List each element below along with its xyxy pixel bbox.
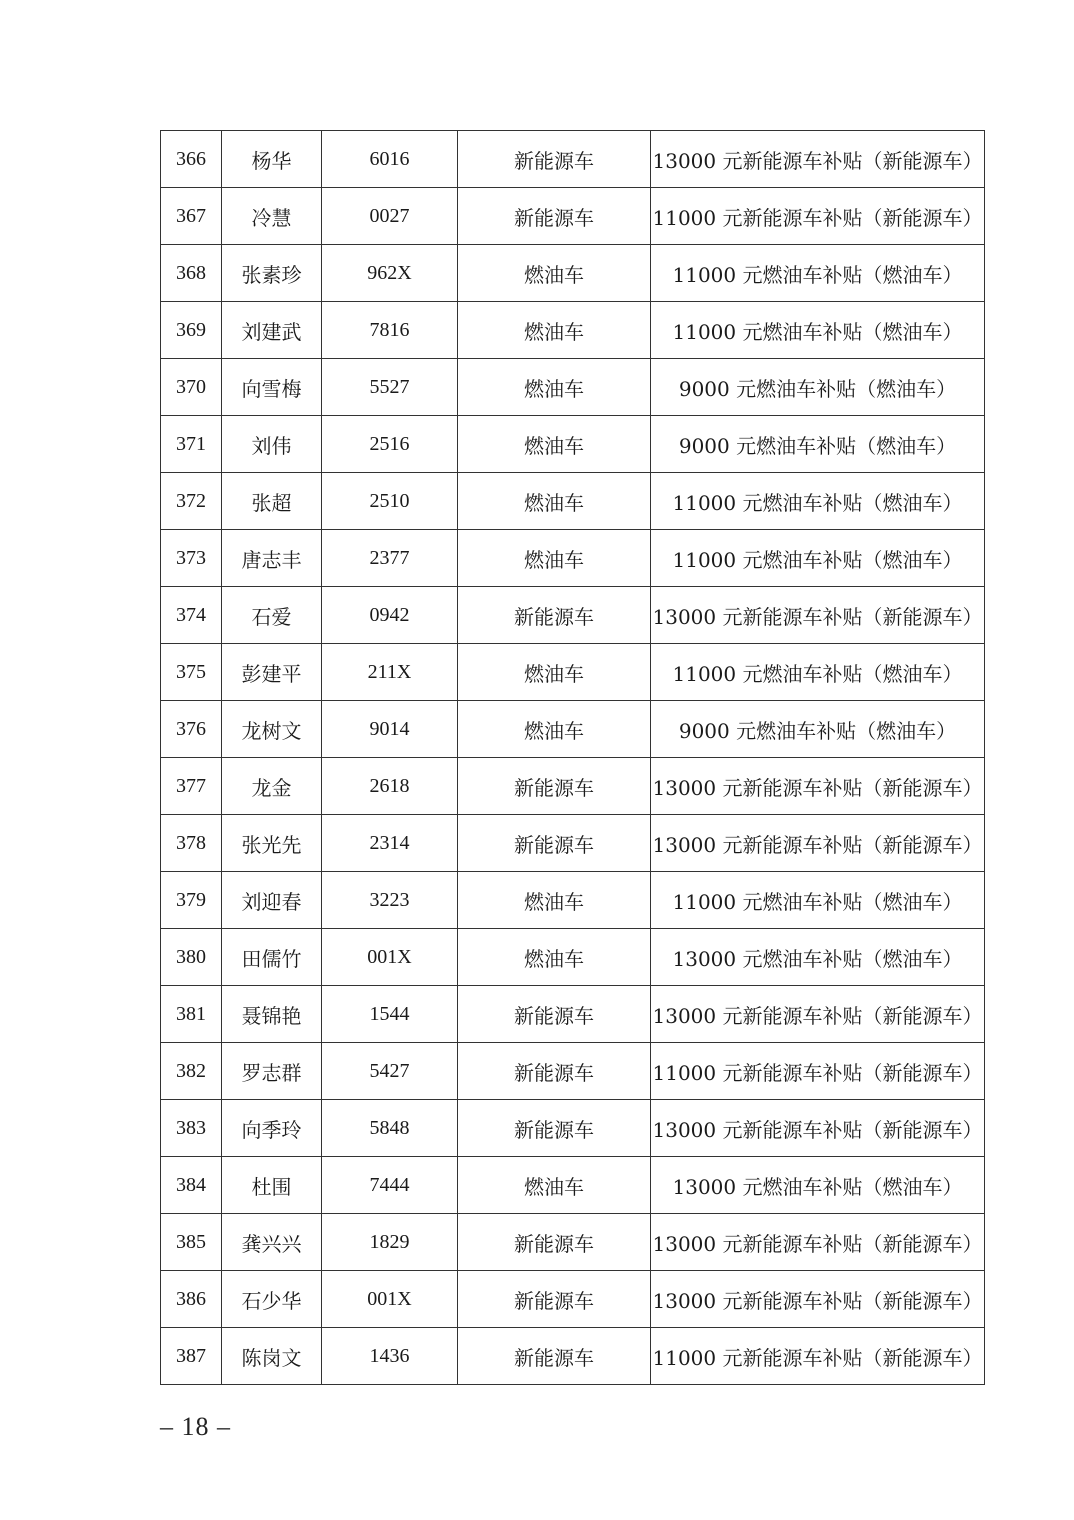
id-suffix-cell: 3223 <box>322 872 458 929</box>
subsidy-cell: 13000 元燃油车补贴（燃油车） <box>651 1157 985 1214</box>
row-number-cell: 383 <box>161 1100 222 1157</box>
subsidy-cell: 9000 元燃油车补贴（燃油车） <box>651 701 985 758</box>
id-suffix-cell: 001X <box>322 1271 458 1328</box>
vehicle-type-cell: 燃油车 <box>458 302 651 359</box>
table-row <box>161 416 985 473</box>
subsidy-cell: 13000 元新能源车补贴（新能源车） <box>651 587 985 644</box>
row-number-cell: 370 <box>161 359 222 416</box>
table-row <box>161 1043 985 1100</box>
name-cell: 龙金 <box>222 758 322 815</box>
subsidy-cell: 13000 元新能源车补贴（新能源车） <box>651 1214 985 1271</box>
vehicle-type-cell: 燃油车 <box>458 872 651 929</box>
id-suffix-cell: 2516 <box>322 416 458 473</box>
id-suffix-cell: 5527 <box>322 359 458 416</box>
table-row <box>161 302 985 359</box>
table-row <box>161 758 985 815</box>
subsidy-cell: 11000 元新能源车补贴（新能源车） <box>651 1328 985 1385</box>
id-suffix-cell: 1829 <box>322 1214 458 1271</box>
vehicle-type-cell: 新能源车 <box>458 815 651 872</box>
subsidy-cell: 13000 元新能源车补贴（新能源车） <box>651 1271 985 1328</box>
row-number-cell: 379 <box>161 872 222 929</box>
table-row <box>161 986 985 1043</box>
table-row <box>161 644 985 701</box>
vehicle-type-cell: 新能源车 <box>458 131 651 188</box>
table-row <box>161 1271 985 1328</box>
vehicle-type-cell: 新能源车 <box>458 587 651 644</box>
table-row <box>161 929 985 986</box>
vehicle-type-cell: 燃油车 <box>458 530 651 587</box>
subsidy-cell: 9000 元燃油车补贴（燃油车） <box>651 359 985 416</box>
table-row <box>161 1100 985 1157</box>
table-row <box>161 1157 985 1214</box>
vehicle-type-cell: 燃油车 <box>458 416 651 473</box>
row-number-cell: 375 <box>161 644 222 701</box>
vehicle-type-cell: 燃油车 <box>458 701 651 758</box>
id-suffix-cell: 962X <box>322 245 458 302</box>
id-suffix-cell: 5848 <box>322 1100 458 1157</box>
name-cell: 杨华 <box>222 131 322 188</box>
table-body <box>161 131 985 1385</box>
id-suffix-cell: 7816 <box>322 302 458 359</box>
row-number-cell: 366 <box>161 131 222 188</box>
subsidy-cell: 13000 元燃油车补贴（燃油车） <box>651 929 985 986</box>
table-row <box>161 245 985 302</box>
id-suffix-cell: 001X <box>322 929 458 986</box>
row-number-cell: 374 <box>161 587 222 644</box>
row-number-cell: 382 <box>161 1043 222 1100</box>
subsidy-cell: 13000 元新能源车补贴（新能源车） <box>651 131 985 188</box>
table-row <box>161 1328 985 1385</box>
vehicle-type-cell: 新能源车 <box>458 986 651 1043</box>
vehicle-type-cell: 新能源车 <box>458 1043 651 1100</box>
table-row <box>161 815 985 872</box>
subsidy-cell: 11000 元燃油车补贴（燃油车） <box>651 302 985 359</box>
subsidy-cell: 11000 元新能源车补贴（新能源车） <box>651 188 985 245</box>
name-cell: 刘伟 <box>222 416 322 473</box>
name-cell: 陈岗文 <box>222 1328 322 1385</box>
table-row <box>161 473 985 530</box>
vehicle-type-cell: 新能源车 <box>458 1271 651 1328</box>
vehicle-type-cell: 燃油车 <box>458 1157 651 1214</box>
row-number-cell: 380 <box>161 929 222 986</box>
subsidy-cell: 13000 元新能源车补贴（新能源车） <box>651 1100 985 1157</box>
name-cell: 龙树文 <box>222 701 322 758</box>
name-cell: 石爱 <box>222 587 322 644</box>
row-number-cell: 378 <box>161 815 222 872</box>
id-suffix-cell: 6016 <box>322 131 458 188</box>
vehicle-type-cell: 燃油车 <box>458 359 651 416</box>
name-cell: 刘迎春 <box>222 872 322 929</box>
table-row <box>161 188 985 245</box>
name-cell: 聂锦艳 <box>222 986 322 1043</box>
name-cell: 唐志丰 <box>222 530 322 587</box>
id-suffix-cell: 1436 <box>322 1328 458 1385</box>
name-cell: 张素珍 <box>222 245 322 302</box>
id-suffix-cell: 2618 <box>322 758 458 815</box>
vehicle-type-cell: 新能源车 <box>458 1214 651 1271</box>
id-suffix-cell: 211X <box>322 644 458 701</box>
subsidy-cell: 13000 元新能源车补贴（新能源车） <box>651 815 985 872</box>
id-suffix-cell: 2377 <box>322 530 458 587</box>
id-suffix-cell: 2314 <box>322 815 458 872</box>
name-cell: 向雪梅 <box>222 359 322 416</box>
table-row <box>161 872 985 929</box>
row-number-cell: 367 <box>161 188 222 245</box>
name-cell: 杜围 <box>222 1157 322 1214</box>
name-cell: 刘建武 <box>222 302 322 359</box>
vehicle-type-cell: 新能源车 <box>458 758 651 815</box>
id-suffix-cell: 9014 <box>322 701 458 758</box>
table-row <box>161 587 985 644</box>
name-cell: 向季玲 <box>222 1100 322 1157</box>
vehicle-type-cell: 新能源车 <box>458 1328 651 1385</box>
table-row <box>161 701 985 758</box>
vehicle-type-cell: 燃油车 <box>458 245 651 302</box>
name-cell: 张光先 <box>222 815 322 872</box>
vehicle-type-cell: 燃油车 <box>458 644 651 701</box>
row-number-cell: 386 <box>161 1271 222 1328</box>
id-suffix-cell: 7444 <box>322 1157 458 1214</box>
row-number-cell: 371 <box>161 416 222 473</box>
row-number-cell: 387 <box>161 1328 222 1385</box>
vehicle-type-cell: 燃油车 <box>458 929 651 986</box>
row-number-cell: 381 <box>161 986 222 1043</box>
row-number-cell: 368 <box>161 245 222 302</box>
vehicle-type-cell: 燃油车 <box>458 473 651 530</box>
id-suffix-cell: 5427 <box>322 1043 458 1100</box>
table-row <box>161 1214 985 1271</box>
name-cell: 罗志群 <box>222 1043 322 1100</box>
row-number-cell: 384 <box>161 1157 222 1214</box>
table-row <box>161 359 985 416</box>
name-cell: 石少华 <box>222 1271 322 1328</box>
subsidy-table <box>160 130 985 1385</box>
row-number-cell: 385 <box>161 1214 222 1271</box>
id-suffix-cell: 0027 <box>322 188 458 245</box>
subsidy-cell: 11000 元燃油车补贴（燃油车） <box>651 872 985 929</box>
subsidy-cell: 11000 元燃油车补贴（燃油车） <box>651 530 985 587</box>
name-cell: 田儒竹 <box>222 929 322 986</box>
id-suffix-cell: 0942 <box>322 587 458 644</box>
page-number: – 18 – <box>160 1412 231 1441</box>
subsidy-cell: 11000 元新能源车补贴（新能源车） <box>651 1043 985 1100</box>
vehicle-type-cell: 新能源车 <box>458 188 651 245</box>
subsidy-cell: 9000 元燃油车补贴（燃油车） <box>651 416 985 473</box>
row-number-cell: 369 <box>161 302 222 359</box>
subsidy-cell: 13000 元新能源车补贴（新能源车） <box>651 986 985 1043</box>
table-row <box>161 530 985 587</box>
subsidy-cell: 11000 元燃油车补贴（燃油车） <box>651 644 985 701</box>
name-cell: 彭建平 <box>222 644 322 701</box>
row-number-cell: 377 <box>161 758 222 815</box>
name-cell: 冷慧 <box>222 188 322 245</box>
table-row <box>161 131 985 188</box>
row-number-cell: 373 <box>161 530 222 587</box>
name-cell: 龚兴兴 <box>222 1214 322 1271</box>
row-number-cell: 376 <box>161 701 222 758</box>
subsidy-cell: 13000 元新能源车补贴（新能源车） <box>651 758 985 815</box>
row-number-cell: 372 <box>161 473 222 530</box>
vehicle-type-cell: 新能源车 <box>458 1100 651 1157</box>
id-suffix-cell: 1544 <box>322 986 458 1043</box>
name-cell: 张超 <box>222 473 322 530</box>
id-suffix-cell: 2510 <box>322 473 458 530</box>
subsidy-cell: 11000 元燃油车补贴（燃油车） <box>651 245 985 302</box>
subsidy-cell: 11000 元燃油车补贴（燃油车） <box>651 473 985 530</box>
